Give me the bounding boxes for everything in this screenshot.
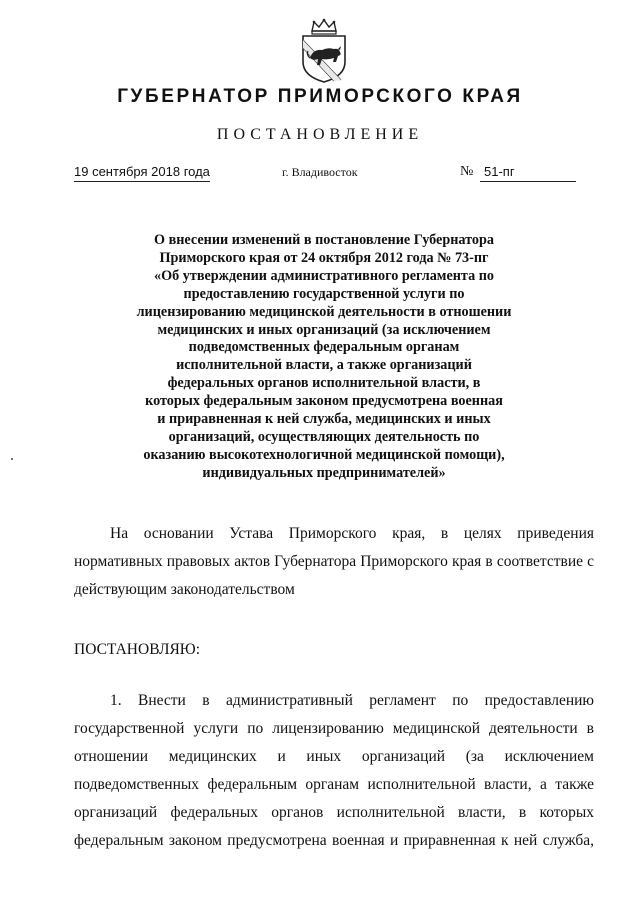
decree-word-text: ПОСТАНОВЛЯЮ: <box>74 641 201 658</box>
item-1-paragraph <box>74 687 594 855</box>
authority-title: ГУБЕРНАТОР ПРИМОРСКОГО КРАЯ <box>117 86 523 107</box>
subject-line: «Об утверждении административного регламента по <box>154 267 494 284</box>
document-number: 51-пг <box>480 164 576 182</box>
item-1-line: организаций федеральных органов исполнительной власти, в которых <box>74 804 594 821</box>
subject-line: организаций, осуществляющих деятельность по <box>168 428 480 445</box>
subject-line: лицензированию медицинской деятельности в отношении <box>136 303 512 320</box>
subject-line: предоставлению государственной услуги по <box>183 285 465 302</box>
subject-line: индивидуальных предпринимателей» <box>202 464 446 481</box>
preamble-paragraph <box>74 520 594 604</box>
subject-line: федеральных органов исполнительной власти, в <box>167 375 481 392</box>
item-1-line: подведомственных федеральным органам исполнительной власти, а также <box>74 776 594 793</box>
subject-line: исполнительной власти, а также организаций <box>176 357 472 374</box>
item-1-line: отношении медицинских и иных организаций (за исключением <box>74 748 594 765</box>
item-1-line: государственной услуги по лицензированию медицинской деятельности в <box>74 720 594 737</box>
document-city: г. Владивосток <box>282 165 358 179</box>
subject-line: Приморского края от 24 октября 2012 года № 73-пг <box>159 249 489 266</box>
subject-line: медицинских и иных организаций (за исключением <box>157 321 491 338</box>
number-sign: № <box>460 164 474 179</box>
coat-of-arms-icon <box>298 18 350 84</box>
document-date: 19 сентября 2018 года <box>74 164 210 182</box>
preamble-line: На основании Устава Приморского края, в целях приведения <box>110 525 594 542</box>
subject-line: подведомственных федеральным органам <box>188 339 460 356</box>
subject-line: которых федеральным законом предусмотрена военная <box>145 393 503 410</box>
subject-line: и приравненная к ней служба, медицинских и иных <box>157 411 491 428</box>
preamble-line: действующим законодательством <box>74 581 295 598</box>
decree-word <box>74 636 594 664</box>
item-1-line: 1. Внести в административный регламент по предоставлению <box>110 692 594 709</box>
item-1-line: федеральным законом предусмотрена военная и приравненная к ней служба, <box>74 832 594 849</box>
document-subject <box>120 232 528 483</box>
preamble-line: нормативных правовых актов Губернатора Приморского края в соответствие с <box>74 553 594 570</box>
subject-line: оказанию высокотехнологичной медицинской помощи), <box>143 446 505 463</box>
scan-dot <box>11 458 13 460</box>
subject-line: О внесении изменений в постановление Губернатора <box>154 232 494 248</box>
document-type: ПОСТАНОВЛЕНИЕ <box>216 126 424 143</box>
